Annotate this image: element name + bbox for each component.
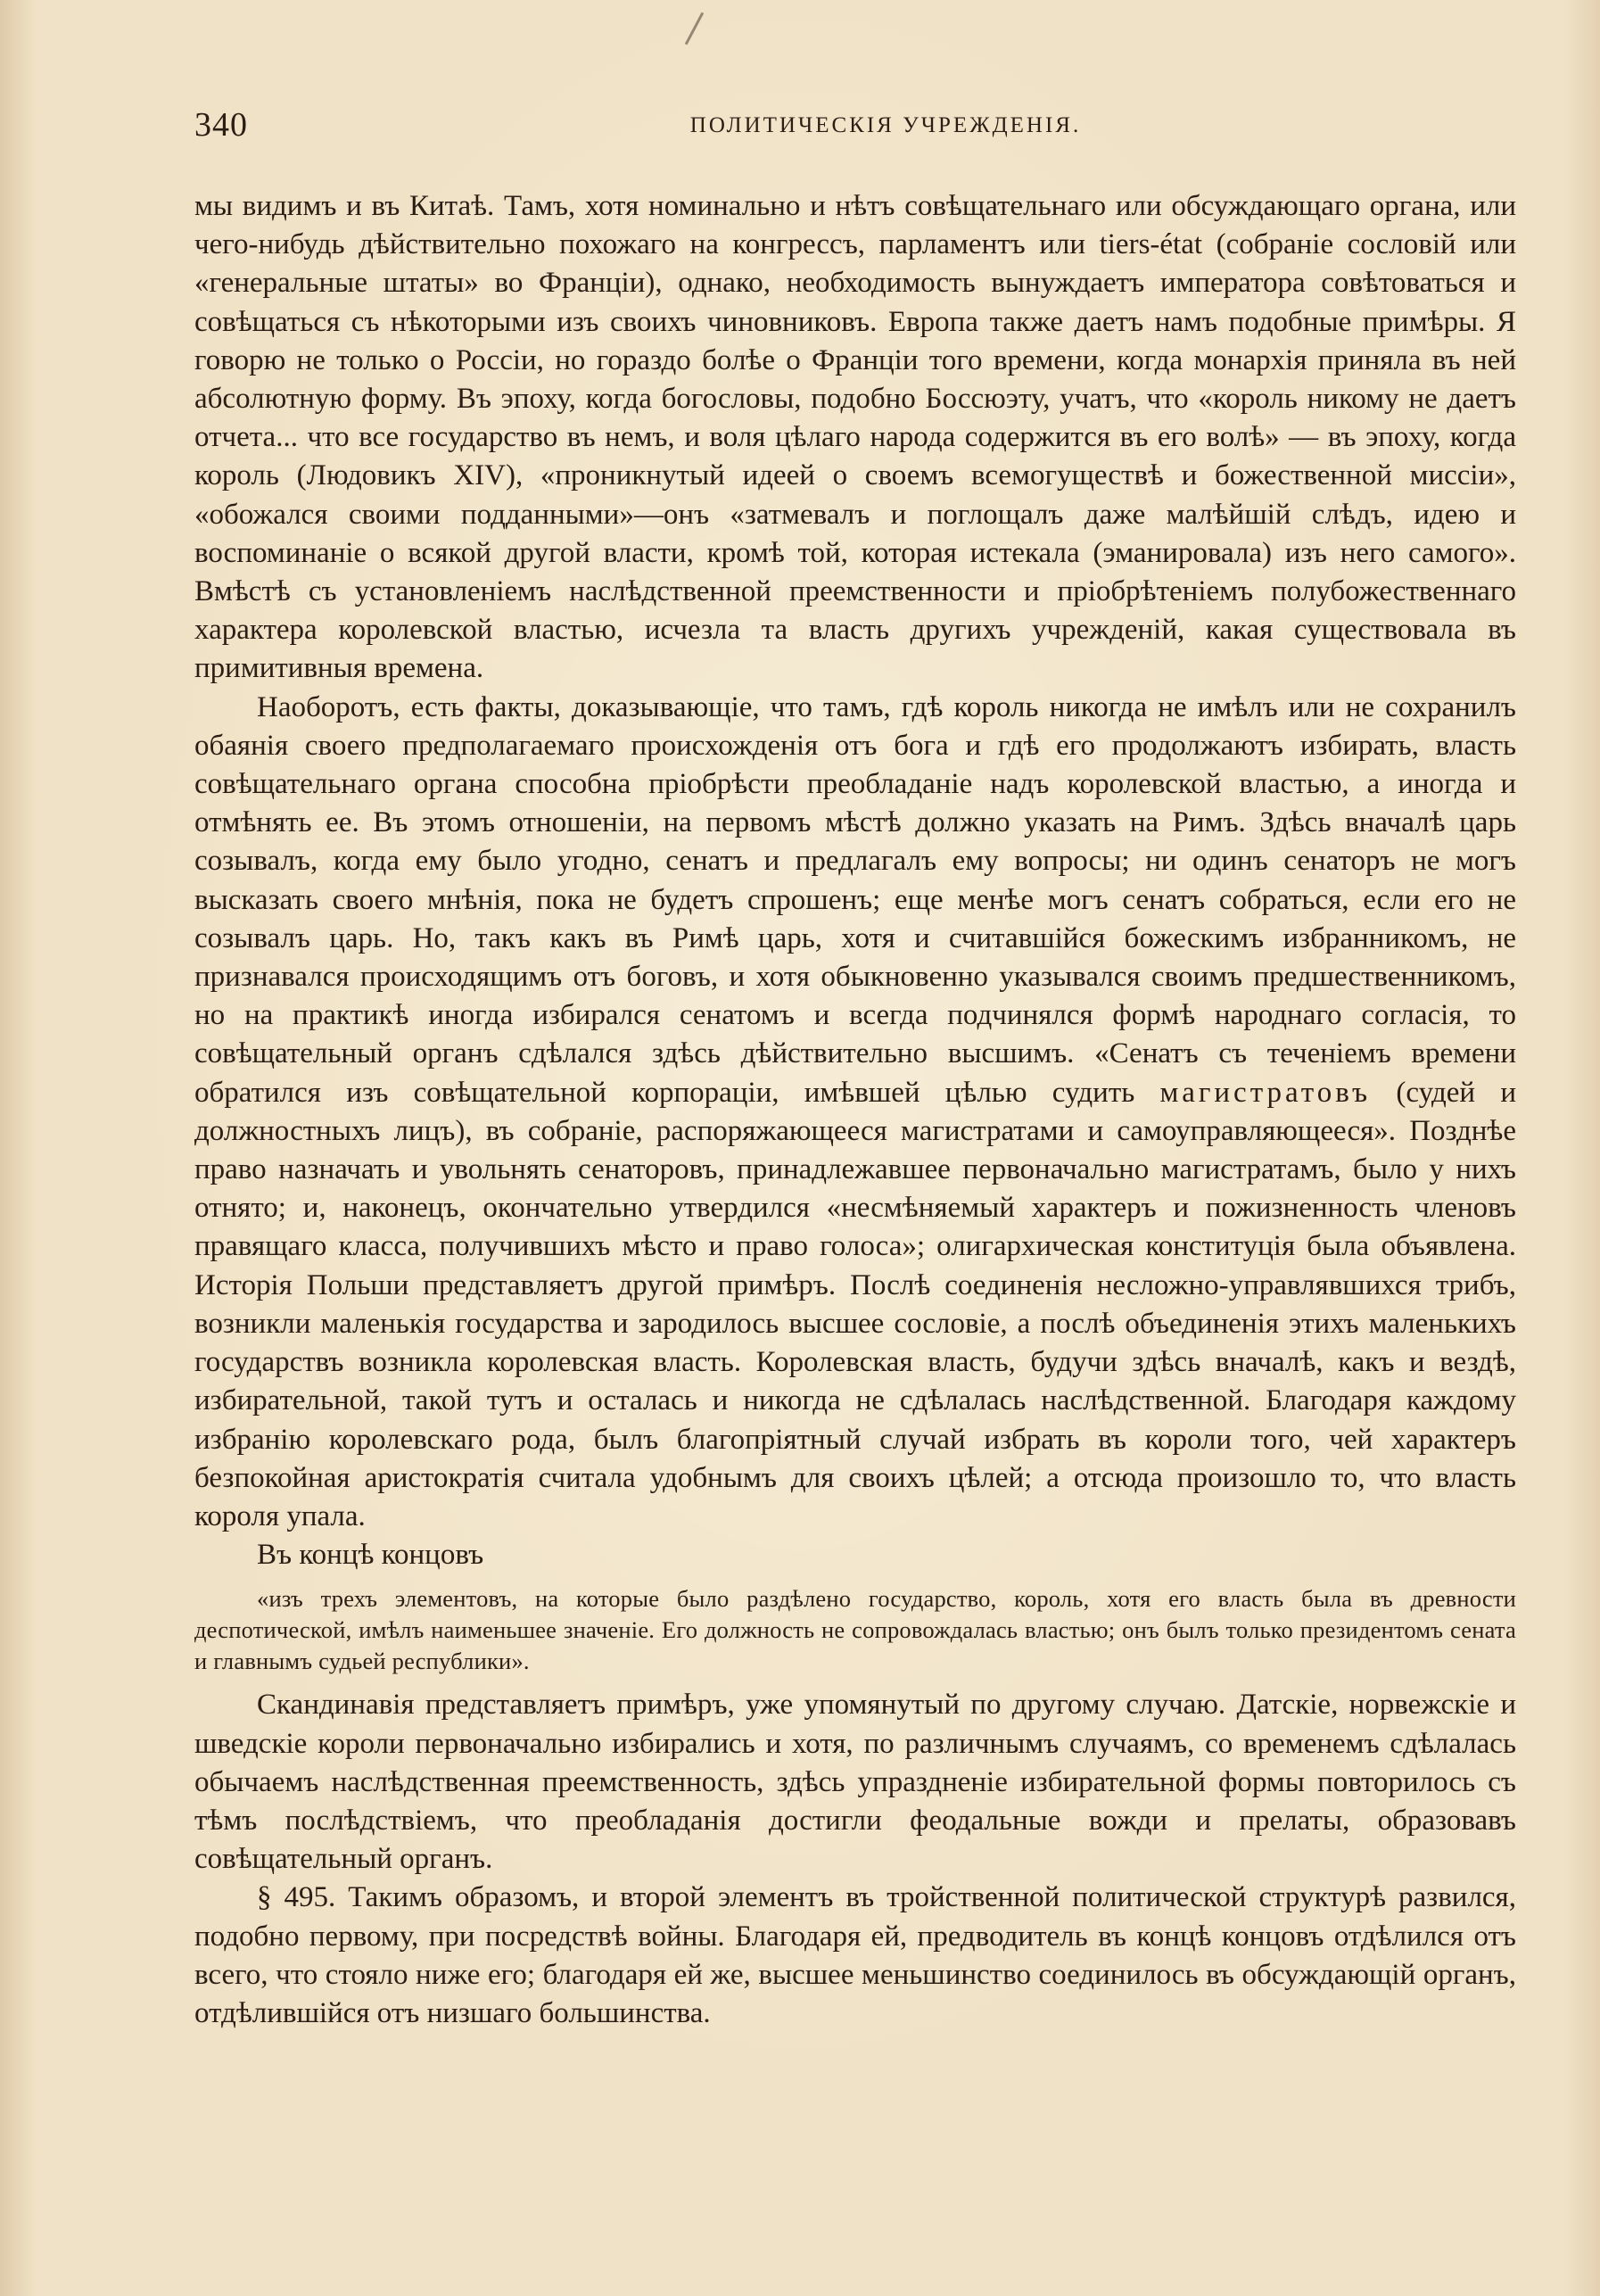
- page-number: 340: [194, 106, 248, 144]
- body-text: [194, 187, 1516, 2033]
- running-head: ПОЛИТИЧЕСКІЯ УЧРЕЖДЕНІЯ.: [689, 113, 1082, 137]
- block-quote: «изъ трехъ элементовъ, на которые было раздѣлено государство, король, хотя его власть была въ древности деспотической, имѣлъ наименьшее значеніе. Его должность не сопровождалась властью; онъ былъ только президентомъ сената и главнымъ судьей республики».: [194, 1585, 1516, 1675]
- paragraph-section-495: § 495. Такимъ образомъ, и второй элементъ въ тройственной политической структурѣ развился, подобно первому, при посредствѣ войны. Благодаря ей, предводитель въ концѣ концовъ отдѣлился отъ всего, что стояло ниже его; благодаря ей же, высшее меньшинство соединилось въ обсуждающій органъ, отдѣлившійся отъ низшаго большинства.: [194, 1881, 1516, 2029]
- paragraph-text-before: Наоборотъ, есть факты, доказывающіе, что тамъ, гдѣ король никогда не имѣлъ или не сохранилъ обаянія своего предполагаемаго происхожденія отъ бога и гдѣ его продолжаютъ избирать, власть совѣщательнаго органа способна пріобрѣсти преобладаніе надъ королевской властью, а иногда и отмѣнять ее. Въ этомъ отношеніи, на первомъ мѣстѣ должно указать на Римъ. Здѣсь вначалѣ царь созывалъ, когда ему было угодно, сенатъ и предлагалъ ему вопросы; ни одинъ сенаторъ не могъ высказать своего мнѣнія, пока не будетъ спрошенъ; еще менѣе могъ сенатъ собраться, если его не созывалъ царь. Но, такъ какъ въ Римѣ царь, хотя и считавшійся божескимъ избранникомъ, не признавался происходящимъ отъ боговъ, и хотя обыкновенно указывался своимъ предшественникомъ, но на практикѣ иногда избирался сенатомъ и всегда подчинялся формѣ народнаго согласія, то совѣщательный органъ сдѣлался здѣсь дѣйствительно высшимъ. «Сенатъ съ теченіемъ времени обратился изъ совѣщательной корпораціи, имѣвшей цѣлью судить: [194, 690, 1516, 1109]
- paragraph-scandinavia: Скандинавія представляетъ примѣръ, уже упомянутый по другому случаю. Датскіе, норвежскіе и шведскіе короли первоначально избирались и хотя, по различнымъ случаямъ, со временемъ сдѣлалась обычаемъ наслѣдственная преемственность, здѣсь упраздненіе избирательной формы повторилось съ тѣмъ послѣдствіемъ, что преобладанія достигли феодальные вожди и прелаты, образовавъ совѣщательный органъ.: [194, 1689, 1516, 1876]
- spaced-word: магистратовъ: [1159, 1076, 1372, 1109]
- paragraph-lead-in: Въ концѣ концовъ: [257, 1539, 484, 1572]
- paragraph-rome-poland: [194, 689, 1516, 1536]
- page-header: [194, 100, 1523, 150]
- paragraph-text-after: (судей и должностныхъ лицъ), въ собраніе, распоряжающееся магистратами и самоуправляющееся». Позднѣе право назначать и увольнять сенаторовъ, принадлежавшее первоначально магистратамъ, было у нихъ отнято; и, наконецъ, окончательно утвердился «несмѣняемый характеръ и пожизненность членовъ правящаго класса, получившихъ мѣсто и право голоса»; олигархическая конституція была объявлена. Исторія Польши представляетъ другой примѣръ. Послѣ соединенія несложно-управлявшихся трибъ, возникли маленькія государства и зародилось высшее сословіе, а послѣ объединенія этихъ маленькихъ государствъ возникла королевская власть. Королевская власть, будучи здѣсь вначалѣ, какъ и вездѣ, избирательной, такой тутъ и осталась и никогда не сдѣлалась наслѣдственной. Благодаря каждому избранію королевскаго рода, былъ благопріятный случай избрать въ короли того, чей характеръ безпокойная аристократія считала удобнымъ для своихъ цѣлей; а отсюда произошло то, что власть короля упала.: [194, 1076, 1516, 1532]
- paragraph-continuation: мы видимъ и въ Китаѣ. Тамъ, хотя номинально и нѣтъ совѣщательнаго или обсуждающаго органа, или чего-нибудь дѣйствительно похожаго на конгрессъ, парламентъ или tiers-état (собраніе сословій или «генеральные штаты» во Франціи), однако, необходимость вынуждаетъ императора совѣтоваться и совѣщаться съ нѣкоторыми изъ своихъ чиновниковъ. Европа также даетъ намъ подобные примѣры. Я говорю не только о Россіи, но гораздо болѣе о Франціи того времени, когда монархія приняла въ ней абсолютную форму. Въ эпоху, когда богословы, подобно Боссюэту, учатъ, что «король никому не даетъ отчета... что все государство въ немъ, и воля цѣлаго народа содержится въ его волѣ» — въ эпоху, когда король (Людовикъ XIV), «проникнутый идеей о своемъ всемогуществѣ и божественной миссіи», «обожался своими подданными»—онъ «затмевалъ и поглощалъ даже малѣйшій слѣдъ, идею и воспоминаніе о всякой другой власти, кромѣ той, которая истекала (эманировала) изъ него самого». Вмѣстѣ съ установленіемъ наслѣдственной преемственности и пріобрѣтеніемъ полубожественнаго характера королевской властью, исчезла та власть другихъ учрежденій, какая существовала въ примитивныя времена.: [194, 190, 1516, 685]
